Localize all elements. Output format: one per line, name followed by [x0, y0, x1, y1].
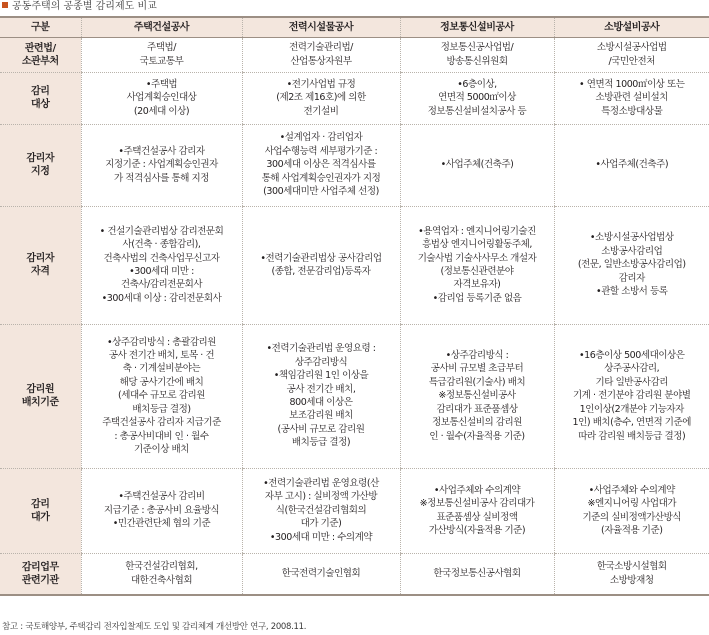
table-row: [0, 468, 709, 553]
cell-line: •주택법: [145, 78, 178, 90]
cell-line: •사업주체와 수의계약: [588, 484, 675, 496]
cell-line: ※엔지니어링 사업대가: [587, 498, 677, 510]
cell-line: 사업수행능력 세부평가기준 :: [264, 145, 378, 157]
cell-line: 국토교통부: [139, 55, 184, 67]
cell-telecom: [400, 72, 554, 124]
cell-line: •소방시설공사업법상: [589, 232, 674, 244]
cell-line: 가산방식(자율적용 기준): [428, 524, 526, 536]
cell-line: 배치등급 결정): [291, 437, 351, 449]
cell-line: •상주감리방식 : 총괄감리원: [106, 336, 217, 348]
cell-line: 배치등급 결정): [132, 403, 191, 415]
source-note: 참고 : 국토해양부, 주택감리 전자입찰제도 도입 및 감리체계 개선방안 연구, 2008.11.: [2, 622, 307, 632]
cell-line: 기술사법 기술사사무소 개설자: [417, 252, 537, 264]
cell-line: 인 · 월수(자율적용 기준): [429, 430, 525, 442]
cell-line: 특급감리원(기술사) 배치: [428, 376, 526, 388]
cell-line: 소방방재청: [609, 574, 654, 586]
cell-line: ※정보통신설비공사 감리대가: [419, 498, 535, 510]
row-header-line: 감리자: [26, 153, 55, 164]
cell-line: •전력기술관리법 운영요령(산: [263, 477, 379, 489]
cell-line: (정보통신관련분야: [440, 266, 514, 277]
col-header-electric: 전력시설물공사: [242, 17, 400, 37]
cell-fire: [554, 72, 709, 124]
cell-line: 따라 감리원 배치등급 결정): [578, 430, 686, 442]
cell-line: 전기설비: [303, 105, 339, 117]
cell-line: •용역업자 : 엔지니어링기술진: [418, 225, 536, 237]
table-row: [0, 324, 709, 468]
cell-line: : 총공사비대비 인 · 월수: [114, 430, 209, 442]
cell-telecom: [400, 206, 554, 324]
table-row: [0, 72, 709, 124]
row-header-line: 대상: [31, 99, 50, 110]
row-header-line: 관련법/: [24, 42, 56, 54]
cell-line: •300세대 미만 : 수의계약: [269, 531, 373, 543]
cell-line: (공사비 규모로 감리원: [277, 423, 365, 435]
comparison-table: [0, 16, 709, 596]
cell-telecom: [400, 553, 554, 595]
col-header-category: 구분: [0, 17, 81, 37]
cell-housing: [81, 553, 242, 595]
row-header-line: 자격: [31, 266, 50, 277]
cell-line: •감리업 등록기준 없음: [432, 292, 522, 304]
header-row: [0, 17, 709, 37]
col-header-housing: 주택건설공사: [81, 17, 242, 37]
cell-line: 통해 사업계획승인권자가 지정: [261, 172, 381, 184]
cell-line: •주택건설공사 감리비: [118, 491, 205, 503]
cell-telecom: [400, 37, 554, 72]
cell-line: 사업계획승인대상: [126, 92, 197, 104]
cell-line: 한국소방시설협회: [596, 561, 667, 573]
cell-line: 공사비 규모별 초급부터: [430, 363, 524, 375]
cell-line: (전문, 일반소방공사감리업): [577, 259, 686, 271]
cell-line: •300세대 미만 :: [129, 266, 194, 277]
row-header: [0, 468, 81, 553]
cell-line: 정보통신설비설치공사 등: [427, 105, 527, 117]
cell-line: (종합, 전문감리업)등록자: [271, 266, 371, 277]
row-header-line: 소관부처: [21, 55, 59, 67]
cell-line: /국민안전처: [608, 55, 655, 67]
cell-line: 자격보유자): [453, 279, 501, 291]
cell-line: 건축사법의 건축사업무신고자: [103, 252, 220, 264]
row-header: [0, 206, 81, 324]
cell-line: 소방관련 설비설치: [595, 92, 668, 104]
cell-line: 감리자: [618, 272, 645, 284]
row-header-line: 감리: [31, 498, 50, 510]
cell-electric: [242, 72, 400, 124]
col-header-fire: 소방설비공사: [554, 17, 709, 37]
cell-line: •16층이상 500세대이상은: [578, 350, 685, 362]
cell-line: (세대수 규모로 감리원: [118, 390, 205, 402]
cell-fire: [554, 324, 709, 468]
cell-line: 건축사/감리전문회사: [120, 279, 203, 291]
cell-fire: [554, 37, 709, 72]
cell-line: •책임감리원 1인 이상을: [273, 370, 369, 382]
cell-line: 공사 전기간 배치, 토목 · 건: [108, 350, 215, 362]
cell-electric: [242, 37, 400, 72]
cell-fire: [554, 553, 709, 595]
cell-line: 정보통신설비의 감리원: [432, 417, 522, 429]
cell-line: 기타 일반공사감리: [595, 376, 668, 388]
cell-line: •300세대 이상 : 감리전문회사: [101, 292, 222, 304]
cell-line: • 건설기술관리법상 감리전문회: [99, 225, 224, 237]
cell-housing: [81, 206, 242, 324]
cell-line: 축 · 기계설비분야는: [122, 363, 201, 375]
cell-fire: [554, 124, 709, 206]
cell-line: 해당 공사기간에 배치: [119, 376, 204, 388]
row-header-line: 배치기준: [21, 397, 59, 408]
cell-electric: [242, 324, 400, 468]
row-header-line: 관련기관: [21, 574, 59, 586]
cell-line: (제2조 제16호)에 의한: [276, 92, 366, 104]
cell-line: 기준이상 배치: [134, 443, 189, 455]
cell-housing: [81, 124, 242, 206]
cell-line: 사(건축 · 종합감리),: [122, 239, 201, 251]
cell-line: 800세대 이상은: [289, 397, 353, 408]
cell-line: 표준품셈상 실비정액: [436, 511, 518, 523]
row-header: [0, 72, 81, 124]
row-header: [0, 324, 81, 468]
cell-line: 식(한국건설감리협회의: [275, 504, 367, 516]
cell-line: •사업주체(건축주): [595, 159, 669, 171]
cell-line: •관할 소방서 등록: [596, 286, 668, 298]
cell-line: 한국전력기술인협회: [281, 568, 361, 580]
cell-line: • 연면적 1000㎡이상 또는: [579, 78, 685, 90]
cell-housing: [81, 324, 242, 468]
cell-line: 대한건축사협회: [130, 574, 193, 586]
cell-line: 지급기준 : 총공사비 요율방식: [103, 504, 220, 516]
cell-line: •전기사업법 규정: [286, 78, 356, 90]
cell-line: •전력기술관리법상 공사감리업: [260, 252, 382, 264]
cell-line: (자율적용 기준): [601, 524, 663, 536]
cell-line: 가 적격심사를 통해 지정: [114, 172, 209, 184]
cell-fire: [554, 206, 709, 324]
cell-line: 보조감리원 배치: [289, 410, 353, 422]
cell-line: •사업주체와 수의계약: [433, 484, 521, 496]
cell-line: 한국정보통신공사협회: [433, 568, 521, 580]
cell-line: 기준의 실비정액가산방식: [582, 511, 682, 523]
cell-line: 자부 고시) : 실비정액 가산방: [264, 491, 378, 503]
cell-line: 상주감리방식: [294, 356, 348, 368]
col-header-telecom: 정보통신설비공사: [400, 17, 554, 37]
cell-line: 한국건설감리협회,: [125, 561, 198, 573]
cell-line: 소방시설공사업법: [596, 42, 667, 54]
cell-electric: [242, 468, 400, 553]
cell-line: 상주공사감리,: [604, 363, 660, 375]
cell-line: 공사 전기간 배치,: [286, 383, 356, 395]
table-row: [0, 124, 709, 206]
cell-line: 1인이상(2개분야 기능자자: [579, 403, 684, 415]
row-header-line: 감리업무: [21, 561, 59, 573]
cell-line: 흥법상 엔지니어링활동주체,: [422, 239, 532, 251]
cell-housing: [81, 468, 242, 553]
cell-line: 전력기술관리법/: [289, 42, 353, 54]
cell-line: •전력기술관리법 운영요령 :: [266, 343, 376, 355]
cell-line: 주택건설공사 감리자 지급기준: [102, 417, 221, 429]
cell-line: 소방공사감리업: [601, 245, 663, 257]
cell-line: 지정기준 : 사업계획승인권자: [105, 159, 218, 171]
row-header-line: 감리자: [26, 253, 55, 264]
row-header-line: 감리: [31, 86, 50, 97]
cell-housing: [81, 72, 242, 124]
cell-line: 기계 · 전기분야 감리원 분야별: [572, 390, 691, 402]
row-header: [0, 37, 81, 72]
cell-electric: [242, 206, 400, 324]
cell-line: 연면적 5000㎡이상: [438, 92, 516, 104]
cell-telecom: [400, 324, 554, 468]
cell-line: •사업주체(건축주): [440, 159, 514, 171]
cell-line: •상주감리방식 :: [445, 350, 509, 362]
table-row: [0, 553, 709, 595]
cell-telecom: [400, 468, 554, 553]
cell-line: (20세대 이상): [133, 105, 190, 117]
row-header: [0, 124, 81, 206]
cell-line: 특정소방대상물: [601, 105, 663, 117]
cell-fire: [554, 468, 709, 553]
cell-line: •민간관련단체 협의 기준: [112, 518, 211, 530]
cell-line: ※정보통신설비공사: [438, 390, 516, 402]
row-header: [0, 553, 81, 595]
cell-line: •설계업자 · 감리업자: [279, 132, 363, 144]
cell-line: 대가 기준): [300, 518, 342, 530]
bullet-square-icon: [2, 2, 8, 8]
cell-housing: [81, 37, 242, 72]
row-header-line: 지정: [31, 166, 50, 177]
table-title: [2, 0, 157, 14]
cell-line: •주택건설공사 감리자: [118, 145, 205, 157]
cell-line: 주택법/: [147, 42, 176, 54]
cell-line: 300세대 이상은 적격심사를: [266, 159, 376, 171]
cell-telecom: [400, 124, 554, 206]
table-title-text: 공동주택의 공종별 감리제도 비교: [12, 1, 157, 12]
cell-electric: [242, 124, 400, 206]
cell-line: 감리대가 표준품셈상: [436, 403, 518, 415]
row-header-line: 대가: [31, 511, 50, 523]
cell-electric: [242, 553, 400, 595]
cell-line: (300세대미만 사업주체 선정): [263, 186, 379, 198]
cell-line: 산업통상자원부: [290, 55, 352, 67]
cell-line: 1인) 배치(층수, 연면적 기준에: [572, 417, 691, 429]
cell-line: 방송통신위원회: [446, 55, 508, 67]
row-header-line: 감리원: [26, 384, 55, 395]
cell-line: 정보통신공사업법/: [440, 42, 514, 54]
cell-line: •6층이상,: [457, 78, 497, 90]
table-row: [0, 206, 709, 324]
table-row: [0, 37, 709, 72]
